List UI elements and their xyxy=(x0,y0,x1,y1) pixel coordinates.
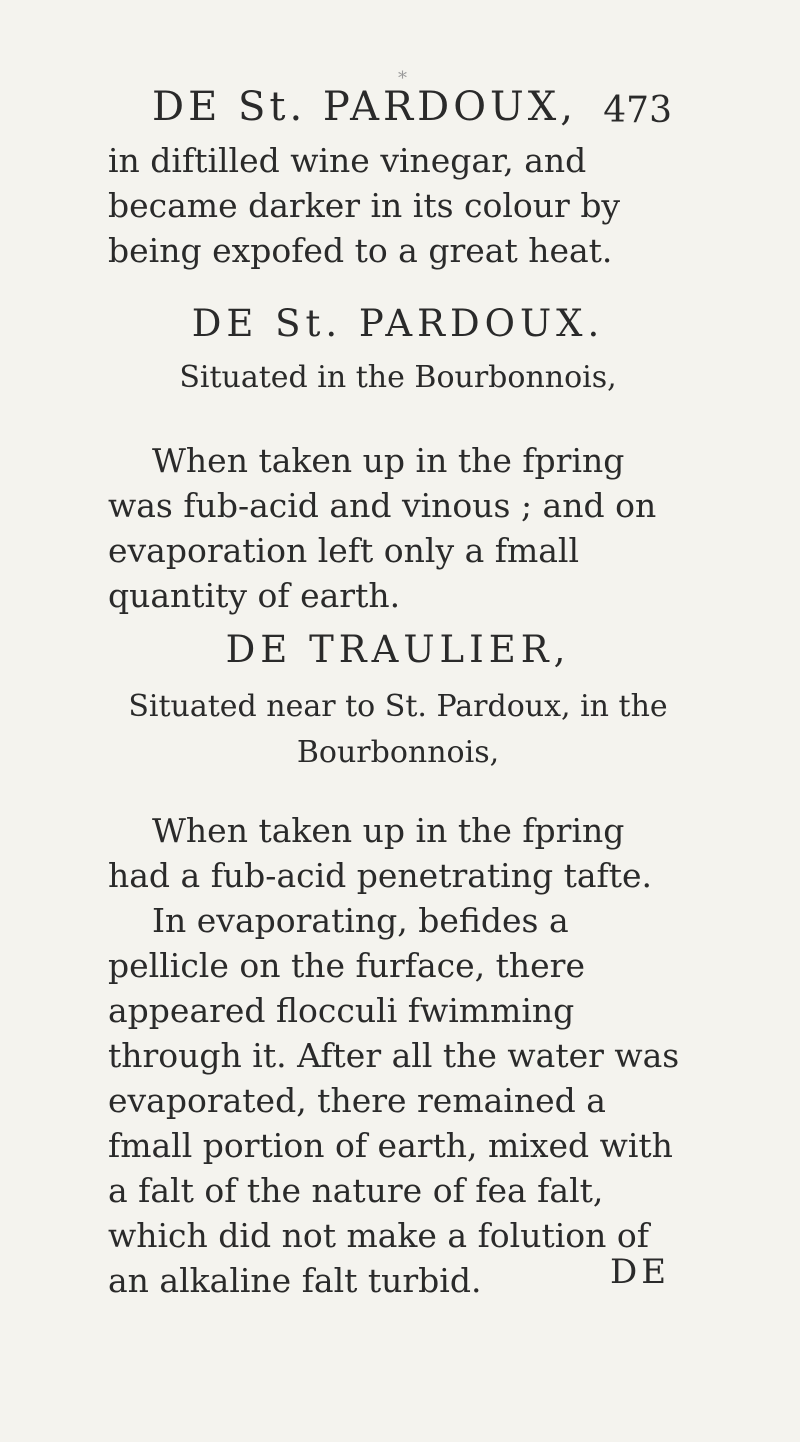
paragraph-text: In evaporating, befides a pellicle on the furface, there appeared flocculi fwimming through it. After all the water was evaporated, there remained a fmall portion of earth, mixed with a falt of the nature of fea falt, which did not make a folution of an alkaline falt turbid. xyxy=(108,901,680,1300)
paragraph-text: When taken up in the fpring had a fub-acid penetrating tafte. xyxy=(108,811,653,895)
paragraph-st-pardoux xyxy=(108,438,688,618)
ink-speck: * xyxy=(398,68,407,89)
section-heading-st-pardoux: DE St. PARDOUX. xyxy=(191,302,605,345)
running-head xyxy=(152,84,672,134)
paragraph-text: When taken up in the fpring was fub-acid and vinous ; and on evaporation left only a fmall quantity of earth. xyxy=(108,441,657,615)
paragraphs-traulier xyxy=(108,808,688,1303)
catchword: DE xyxy=(610,1252,671,1292)
page-number: 473 xyxy=(603,90,672,131)
section-subheading-st-pardoux: Situated in the Bourbonnois, xyxy=(179,360,617,395)
paragraph-text: in diftilled wine vinegar, and became darker in its colour by being expofed to a great heat. xyxy=(108,141,621,270)
section-heading-traulier: DE TRAULIER, xyxy=(225,628,571,671)
continued-paragraph xyxy=(108,138,688,273)
running-title: DE St. PARDOUX, xyxy=(152,84,577,130)
section-subheading-traulier: Situated near to St. Pardoux, in the Bourbonnois, xyxy=(128,689,668,770)
